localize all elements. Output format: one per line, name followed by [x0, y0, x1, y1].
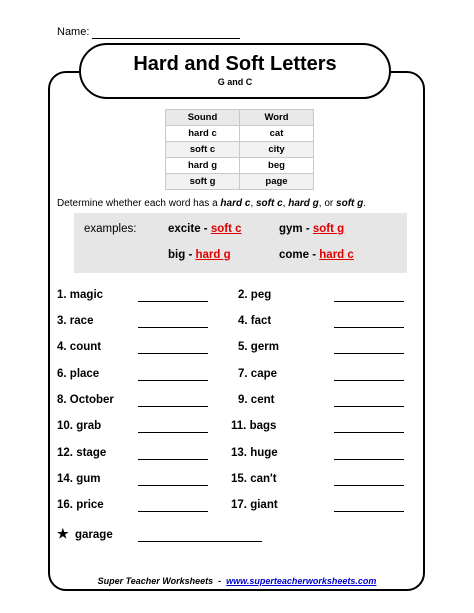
word-cell: beg: [240, 158, 314, 174]
bonus-word: garage: [75, 529, 113, 541]
answer-blank[interactable]: [334, 406, 404, 407]
example-answer: soft g: [312, 223, 345, 235]
title-banner: [79, 43, 391, 99]
example-answer: hard c: [319, 249, 354, 261]
list-item: 13. huge: [231, 447, 278, 459]
word-cell: page: [240, 174, 314, 190]
list-item: 15. can't: [231, 473, 277, 485]
sound-key-table: [165, 109, 314, 190]
word-cell: cat: [240, 126, 314, 142]
answer-blank[interactable]: [334, 380, 404, 381]
sound-cell: soft g: [166, 174, 240, 190]
example-answer: soft c: [210, 223, 242, 235]
list-item: 17. giant: [231, 499, 278, 511]
list-item: 10. grab: [57, 420, 102, 432]
answer-blank[interactable]: [334, 459, 404, 460]
answer-blank[interactable]: [334, 327, 404, 328]
table-row: [166, 158, 314, 174]
answer-blank[interactable]: [334, 511, 404, 512]
table-row: [166, 174, 314, 190]
answer-blank[interactable]: [138, 541, 262, 542]
answer-blank[interactable]: [334, 432, 404, 433]
list-item: 12. stage: [57, 447, 107, 459]
answer-blank[interactable]: [334, 485, 404, 486]
list-item: 5. germ: [238, 341, 279, 353]
table-row: [166, 142, 314, 158]
example-item: come - hard c: [279, 249, 354, 261]
page-subtitle: G and C: [217, 77, 253, 87]
answer-blank[interactable]: [334, 353, 404, 354]
word-cell: city: [240, 142, 314, 158]
answer-blank[interactable]: [138, 301, 208, 302]
sound-cell: soft c: [166, 142, 240, 158]
list-item: 14. gum: [57, 473, 101, 485]
answer-blank[interactable]: [138, 327, 208, 328]
star-icon: ★: [57, 526, 69, 541]
list-item: 7. cape: [238, 368, 278, 380]
answer-blank[interactable]: [138, 432, 208, 433]
examples-label: examples:: [84, 223, 137, 235]
answer-blank[interactable]: [138, 380, 208, 381]
list-item: 9. cent: [238, 394, 275, 406]
term-hard-g: hard g: [288, 198, 319, 209]
answer-blank[interactable]: [138, 459, 208, 460]
answer-blank[interactable]: [138, 485, 208, 486]
column-header-word: Word: [240, 110, 314, 126]
example-item: big - hard g: [168, 249, 231, 261]
sound-cell: hard g: [166, 158, 240, 174]
term-soft-g: soft g: [336, 198, 364, 209]
list-item: 8. October: [57, 394, 114, 406]
footer: Super Teacher Worksheets - www.superteacherworksheets.com: [97, 576, 377, 586]
list-item: 11. bags: [231, 420, 277, 432]
list-item: 16. price: [57, 499, 104, 511]
page-title: Hard and Soft Letters: [133, 53, 337, 75]
list-item: 6. place: [57, 368, 100, 380]
footer-brand: Super Teacher Worksheets: [97, 576, 214, 586]
answer-blank[interactable]: [138, 406, 208, 407]
list-item: 3. race: [57, 315, 94, 327]
examples-box: [74, 213, 407, 273]
column-header-sound: Sound: [166, 110, 240, 126]
list-item: 4. fact: [238, 315, 272, 327]
answer-blank[interactable]: [138, 511, 208, 512]
example-item: gym - soft g: [279, 223, 345, 235]
list-item: 1. magic: [57, 289, 104, 301]
table-row: [166, 126, 314, 142]
table-header-row: [166, 110, 314, 126]
sound-cell: hard c: [166, 126, 240, 142]
answer-blank[interactable]: [138, 353, 208, 354]
instructions: Determine whether each word has a hard c, soft c, hard g, or soft g.: [57, 198, 367, 209]
list-item: 2. peg: [238, 289, 272, 301]
term-hard-c: hard c: [220, 198, 251, 209]
list-item: 4. count: [57, 341, 102, 353]
example-item: excite - soft c: [168, 223, 242, 235]
footer-link[interactable]: www.superteacherworksheets.com: [226, 576, 377, 586]
example-answer: hard g: [195, 249, 231, 261]
name-label: Name:: [57, 26, 90, 38]
answer-blank[interactable]: [334, 301, 404, 302]
name-field[interactable]: [92, 38, 240, 39]
term-soft-c: soft c: [256, 198, 283, 209]
